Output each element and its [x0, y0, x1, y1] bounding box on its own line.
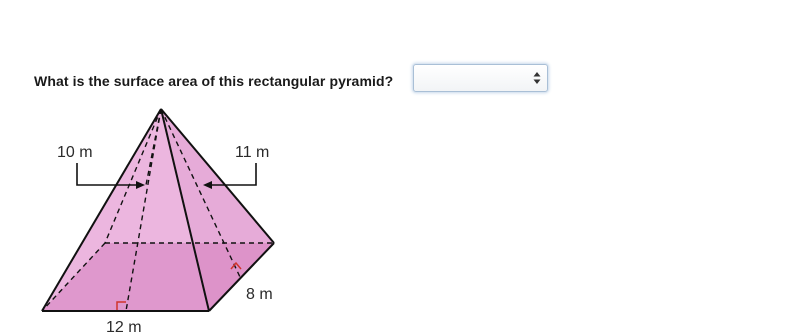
label-slant-right: 11 m: [235, 144, 270, 161]
label-base-length: 12 m: [106, 319, 142, 335]
question-text: What is the surface area of this rectangular pyramid?: [34, 73, 394, 89]
label-slant-left: 10 m: [57, 144, 93, 161]
label-base-width: 8 m: [246, 286, 273, 303]
